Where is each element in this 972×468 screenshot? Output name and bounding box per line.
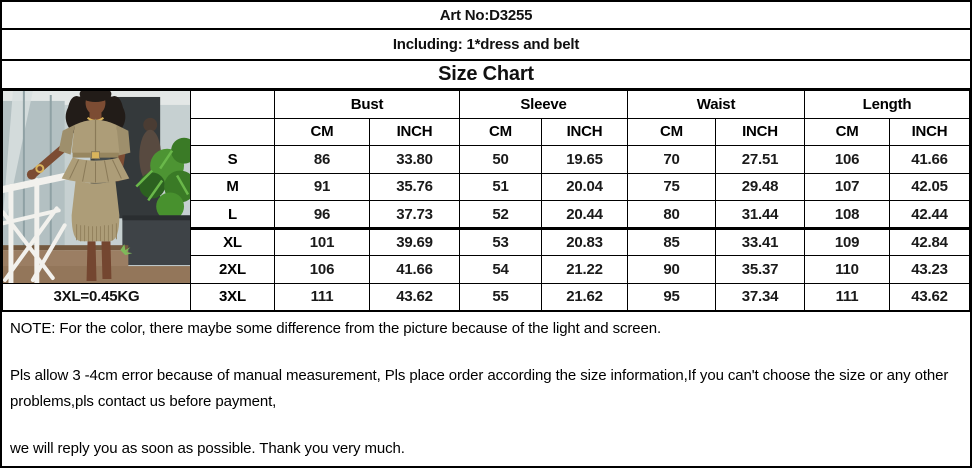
cell-value: 53 [460,228,542,256]
cell-value: 27.51 [716,146,805,174]
note-line-3: we will reply you as soon as possible. Thank you very much. [10,439,405,457]
cell-value: 35.37 [716,256,805,284]
size-chart-title: Size Chart [438,63,534,85]
group-header-waist: Waist [628,91,805,119]
product-photo-cell [3,91,191,284]
cell-value: 51 [460,173,542,201]
cell-value: 96 [275,201,370,229]
size-chart-title-row [2,61,970,90]
size-table [2,90,970,311]
cell-value: 35.76 [370,173,460,201]
cell-value: 111 [805,283,890,310]
cell-value: 31.44 [716,201,805,229]
cell-value: 21.22 [542,256,628,284]
size-label: 3XL [191,283,275,310]
cell-value: 106 [275,256,370,284]
unit-header: CM [628,118,716,146]
blank-corner-cell [191,91,275,119]
cell-value: 42.84 [890,228,970,256]
cell-value: 108 [805,201,890,229]
cell-value: 21.62 [542,283,628,310]
cell-value: 42.05 [890,173,970,201]
cell-value: 55 [460,283,542,310]
cell-value: 39.69 [370,228,460,256]
art-no-row [2,2,970,30]
note-line-1: NOTE: For the color, there maybe some difference from the picture because of the light and screen. [10,319,662,337]
cell-value: 37.34 [716,283,805,310]
group-header-sleeve: Sleeve [460,91,628,119]
cell-value: 86 [275,146,370,174]
cell-value: 52 [460,201,542,229]
unit-header: CM [275,118,370,146]
cell-value: 33.80 [370,146,460,174]
cell-value: 50 [460,146,542,174]
cell-value: 42.44 [890,201,970,229]
cell-value: 109 [805,228,890,256]
art-no-text: Art No:D3255 [439,6,533,24]
size-label: XL [191,228,275,256]
cell-value: 33.41 [716,228,805,256]
including-row [2,30,970,61]
unit-header: CM [805,118,890,146]
cell-value: 29.48 [716,173,805,201]
note-line-2: Pls allow 3 -4cm error because of manual measurement, Pls place order according the size information,If you can't choose the size or any other problems,pls contact us before payment, [10,366,949,410]
notes-section [2,311,970,466]
cell-value: 107 [805,173,890,201]
including-text: Including: 1*dress and belt [392,36,580,53]
right-leg [101,241,111,279]
size-label: L [191,201,275,229]
cell-value: 37.73 [370,201,460,229]
cell-value: 70 [628,146,716,174]
unit-header: INCH [542,118,628,146]
cell-value: 101 [275,228,370,256]
blank-corner-cell [191,118,275,146]
planter-box [122,215,190,265]
unit-header: INCH [716,118,805,146]
weight-note: 3XL=0.45KG [3,283,191,310]
cell-value: 111 [275,283,370,310]
cell-value: 41.66 [370,256,460,284]
size-label: S [191,146,275,174]
cell-value: 43.62 [890,283,970,310]
cell-value: 85 [628,228,716,256]
group-header-length: Length [805,91,970,119]
belt-buckle [92,152,100,159]
product-photo-illustration [3,91,190,283]
cell-value: 95 [628,283,716,310]
table-row-3xl [3,283,970,310]
table-row-groups [3,91,970,119]
unit-header: CM [460,118,542,146]
cell-value: 75 [628,173,716,201]
size-label: M [191,173,275,201]
cell-value: 43.62 [370,283,460,310]
cell-value: 20.44 [542,201,628,229]
size-label: 2XL [191,256,275,284]
cell-value: 20.04 [542,173,628,201]
left-leg [87,241,97,281]
cell-value: 19.65 [542,146,628,174]
product-photo [3,91,190,283]
unit-header: INCH [370,118,460,146]
group-header-bust: Bust [275,91,460,119]
cell-value: 80 [628,201,716,229]
cell-value: 90 [628,256,716,284]
cell-value: 20.83 [542,228,628,256]
cell-value: 91 [275,173,370,201]
cell-value: 43.23 [890,256,970,284]
cell-value: 106 [805,146,890,174]
cell-value: 110 [805,256,890,284]
unit-header: INCH [890,118,970,146]
cell-value: 41.66 [890,146,970,174]
cell-value: 54 [460,256,542,284]
